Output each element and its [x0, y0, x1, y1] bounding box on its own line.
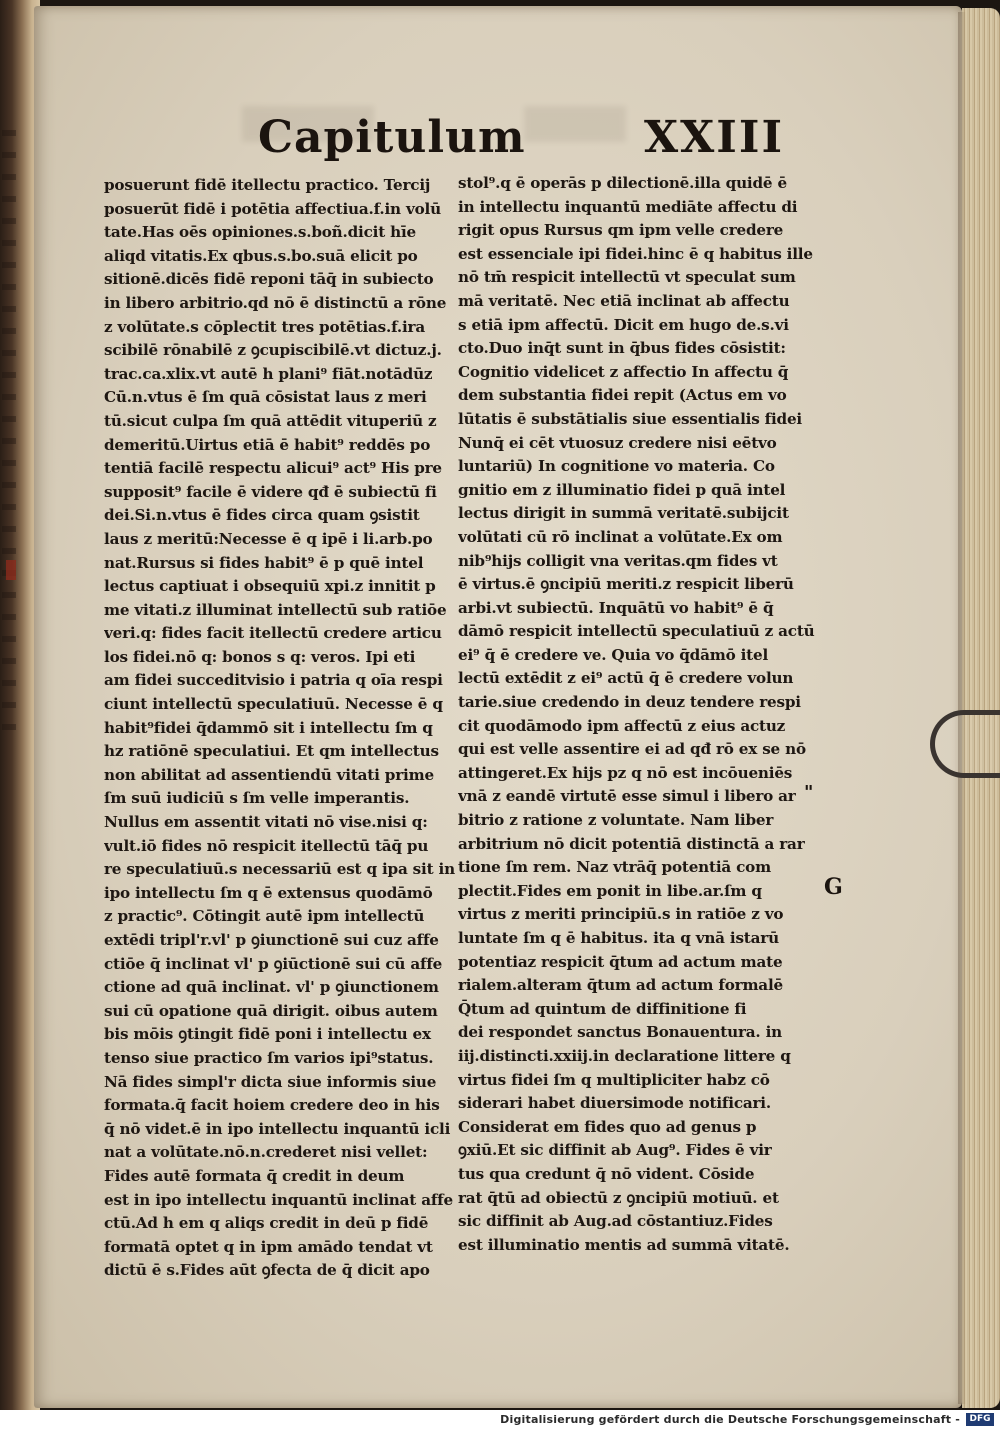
text-line: dictū ē s.Fides aūt ꝯfecta de q̄ dicit apo — [104, 1261, 430, 1280]
running-title: Capitulum — [258, 112, 526, 163]
text-line: arbitrium nō dicit potentiā distinctā a rar — [458, 834, 805, 853]
text-line: formata.q̄ facit hoiem credere deo in his — [104, 1096, 440, 1115]
text-line: iij.distincti.xxiij.in declaratione littere q — [458, 1046, 791, 1065]
text-line: tū.sicut culpa ſm quā attēdit vituperiū z — [104, 411, 437, 430]
page-clip — [930, 710, 1000, 778]
text-line: z volūtate.s cōplectit tres potētias.f.ira — [104, 317, 426, 336]
text-line: in libero arbitrio.qd nō ē distinctū a rōne — [104, 293, 447, 312]
margin-mark: " — [804, 782, 814, 803]
text-line: lectus dirigit in summā veritatē.subijcit — [458, 504, 789, 523]
text-line: est essenciale ipi fidei.hinc ē q habitus ille — [458, 244, 813, 263]
text-line: dāmō respicit intellectū speculatiuū z actū — [458, 622, 815, 641]
text-line: Nunq̄ ei cēt vtuosuz credere nisi eētvo — [458, 433, 777, 452]
text-line: est illuminatio mentis ad summā vitatē. — [458, 1235, 790, 1254]
text-line: luntate ſm q ē habitus. ita q vnā istarū — [458, 929, 779, 947]
text-line: tus qua credunt q̄ nō vident. Cōside — [458, 1164, 755, 1183]
text-line: ctū.Ad h em q aliqs credit in deū p fidē — [104, 1214, 429, 1233]
text-line: vnā z eandē virtutē esse simul i libero ar — [458, 787, 796, 806]
text-line: est in ipo intellectu inquantū inclinat affe — [104, 1190, 453, 1209]
text-line: stol⁹.q ē operās p dilectionē.illa quidē ē — [458, 174, 787, 192]
left-text-column — [104, 174, 482, 1283]
text-line: rat q̄tū ad obiectū z ꝯncipiū motiuū. et — [458, 1188, 779, 1207]
text-line: dei respondet sanctus Bonauentura. in — [458, 1023, 782, 1042]
text-line: laus z meritū:Necesse ē q ipē i li.arb.po — [104, 529, 433, 548]
book-page — [34, 6, 962, 1408]
text-line: rigit opus Rursus qm ipm velle credere — [458, 221, 784, 240]
text-line: extēdi tripl'r.vl' p ꝯiunctionē sui cuz affe — [104, 931, 439, 949]
text-line: rialem.alteram q̄tum ad actum formalē — [458, 976, 783, 995]
text-line: in intellectu inquantū mediāte affectu di — [458, 197, 798, 216]
text-line: Nā fides simpl'r dicta siue informis siue — [104, 1072, 437, 1091]
text-line: nat.Rursus si fides habit⁹ ē p quē intel — [104, 553, 424, 572]
text-line: tione ſm rem. Naz vtrāq̄ potentiā com — [458, 858, 771, 877]
text-line: ꝯxiū.Et sic diffinit ab Aug⁹. Fides ē vir — [458, 1141, 772, 1160]
right-text-column — [458, 172, 836, 1257]
text-line: sui cū opatione quā dirigit. oibus autem — [104, 1001, 438, 1020]
text-line: Considerat em fides quo ad genus p — [458, 1117, 757, 1136]
text-line: mā veritatē. Nec etiā inclinat ab affectu — [458, 291, 790, 310]
text-line: ciunt intellectū speculatiuū. Necesse ē q — [104, 695, 443, 714]
text-line: attingeret.Ex hijs pz q nō est incōueniēs — [458, 763, 793, 782]
page-edges — [962, 8, 1000, 1408]
text-line: virtus z meriti principiū.s in ratiōe z vo — [458, 905, 784, 924]
text-line: Cognitio videlicet z affectio In affectu q̄ — [458, 362, 789, 381]
text-line: veri.q: fides facit itellectū credere articu — [104, 624, 442, 643]
text-line: supposit⁹ facile ē videre qđ ē subiectū fi — [104, 482, 437, 501]
text-line: Cū.n.vtus ē ſm quā cōsistat laus z meri — [104, 388, 427, 407]
text-line: nat a volūtate.nō.n.crederet nisi vellet: — [104, 1143, 428, 1162]
text-line: formatā optet q in ipm amādo tendat vt — [104, 1237, 433, 1256]
text-line: re speculatiuū.s necessariū est q ipa sit in — [104, 860, 455, 879]
text-line: sic diffinit ab Aug.ad cōstantiuz.Fides — [458, 1212, 773, 1231]
text-line: arbi.vt subiectū. Inquātū vo habit⁹ ē q̄ — [458, 598, 774, 617]
text-line: ipo intellectu ſm q ē extensus quodāmō — [104, 883, 433, 902]
text-line: s etiā ipm affectū. Dicit em hugo de.s.vi — [458, 315, 789, 334]
text-line: luntariū) In cognitione vo materia. Co — [458, 457, 775, 476]
text-line: plectit.Fides em ponit in libe.ar.ſm q — [458, 881, 762, 900]
text-line: scibilē rōnabilē z ꝯcupiscibilē.vt dictuz.j. — [104, 341, 442, 360]
footer-bar — [0, 1410, 1000, 1430]
text-line: posuerūt fidē i potētia affectiua.f.in volū — [104, 199, 441, 218]
text-line: los fidei.nō q: bonos s q: veros. Ipi eti — [104, 647, 416, 666]
text-line: hz ratiōnē speculatiui. Et qm intellectus — [104, 742, 439, 761]
text-line: lectū extēdit z ei⁹ actū q̄ ē credere volun — [458, 669, 794, 688]
text-line: aliqd vitatis.Ex qbus.s.bo.suā elicit po — [104, 246, 418, 265]
text-line: ctiōe q̄ inclinat vl' p ꝯiūctionē sui cū affe — [104, 954, 443, 973]
gutter-shadow — [958, 12, 966, 1404]
text-line: virtus fidei ſm q multipliciter habz cō — [458, 1070, 770, 1089]
text-line: vult.iō fides nō respicit itellectū tāq̄ pu — [104, 836, 429, 855]
text-line: Nullus em assentit vitati nō vise.nisi q: — [104, 813, 428, 832]
text-line: lectus captiuat i obsequiū xpi.z innitit p — [104, 577, 436, 596]
text-line: nō tm̄ respicit intellectū vt speculat sum — [458, 268, 796, 287]
text-line: z practic⁹. Cōtingit autē ipm intellectū — [104, 907, 425, 926]
text-line: siderari habet diuersimode notificari. — [458, 1094, 771, 1113]
dfg-logo: DFG — [966, 1413, 994, 1426]
text-line: tarie.siue credendo in deuz tendere respi — [458, 693, 801, 712]
text-line: ctione ad quā inclinat. vl' p ꝯiunctionem — [104, 978, 439, 997]
footer-credit: Digitalisierung gefördert durch die Deutsche Forschungsgemeinschaft - — [500, 1413, 960, 1426]
text-line: tenso siue practico ſm varios ipi⁹status. — [104, 1048, 434, 1067]
text-line: sitionē.dicēs fidē reponi tāq̄ in subiecto — [104, 270, 434, 289]
text-line: demeritū.Uirtus etiā ē habit⁹ reddēs po — [104, 435, 431, 454]
text-line: dem substantia fidei repit (Actus em vo — [458, 386, 787, 405]
chapter-numeral: XXIII — [644, 112, 785, 163]
text-line: cit quodāmodo ipm affectū z eius actuz — [458, 716, 786, 735]
text-line: ē virtus.ē ꝯncipiū meriti.z respicit liberū — [458, 575, 794, 594]
text-line: trac.ca.xlix.vt autē h plani⁹ fiāt.notādūz — [104, 364, 433, 383]
text-line: non abilitat ad assentiendū vitati prime — [104, 765, 434, 784]
text-line: tentiā facilē respectu alicui⁹ act⁹ His pre — [104, 459, 442, 478]
text-line: habit⁹fidei q̄dammō sit i intellectu ſm q — [104, 718, 433, 737]
text-line: bis mōis ꝯtingit fidē poni i intellectu ex — [104, 1025, 431, 1044]
marginal-letter: G — [824, 874, 843, 900]
text-line: ei⁹ q̄ ē credere ve. Quia vo q̄dāmō itel — [458, 645, 769, 664]
text-line: Q̄tum ad quintum de diffinitione fi — [458, 999, 747, 1018]
rubrication-mark — [6, 560, 16, 580]
text-line: gnitio em z illuminatio fidei p quā intel — [458, 480, 786, 499]
text-line: tate.Has oēs opiniones.s.boñ.dicit hīe — [104, 223, 416, 242]
text-line: am fidei succeditvisio i patria q oīa respi — [104, 671, 443, 690]
text-line: cto.Duo inq̄t sunt in q̄bus fides cōsistit: — [458, 339, 786, 358]
text-line: bitrio z ratione z voluntate. Nam liber — [458, 811, 774, 830]
text-line: qui est velle assentire ei ad qđ rō ex se nō — [458, 740, 806, 759]
text-line: Fides autē formata q̄ credit in deum — [104, 1166, 405, 1185]
text-line: lūtatis ē substātialis siue essentialis fidei — [458, 409, 802, 428]
text-line: posuerunt fidē itellectu practico. Tercij — [104, 176, 431, 194]
text-line: dei.Si.n.vtus ē fides circa quam ꝯsistit — [104, 506, 420, 525]
text-line: potentiaz respicit q̄tum ad actum mate — [458, 952, 783, 971]
text-line: ſm suū iudiciū s ſm velle imperantis. — [104, 789, 410, 808]
bleed-through-text — [2, 130, 16, 730]
text-line: volūtati cū rō inclinat a volūtate.Ex om — [458, 527, 783, 546]
text-line: nib⁹hijs colligit vna veritas.qm fides vt — [458, 551, 778, 570]
text-line: me vitati.z illuminat intellectū sub ratiōe — [104, 600, 447, 619]
text-line: q̄ nō videt.ē in ipo intellectu inquantū icli — [104, 1119, 451, 1138]
